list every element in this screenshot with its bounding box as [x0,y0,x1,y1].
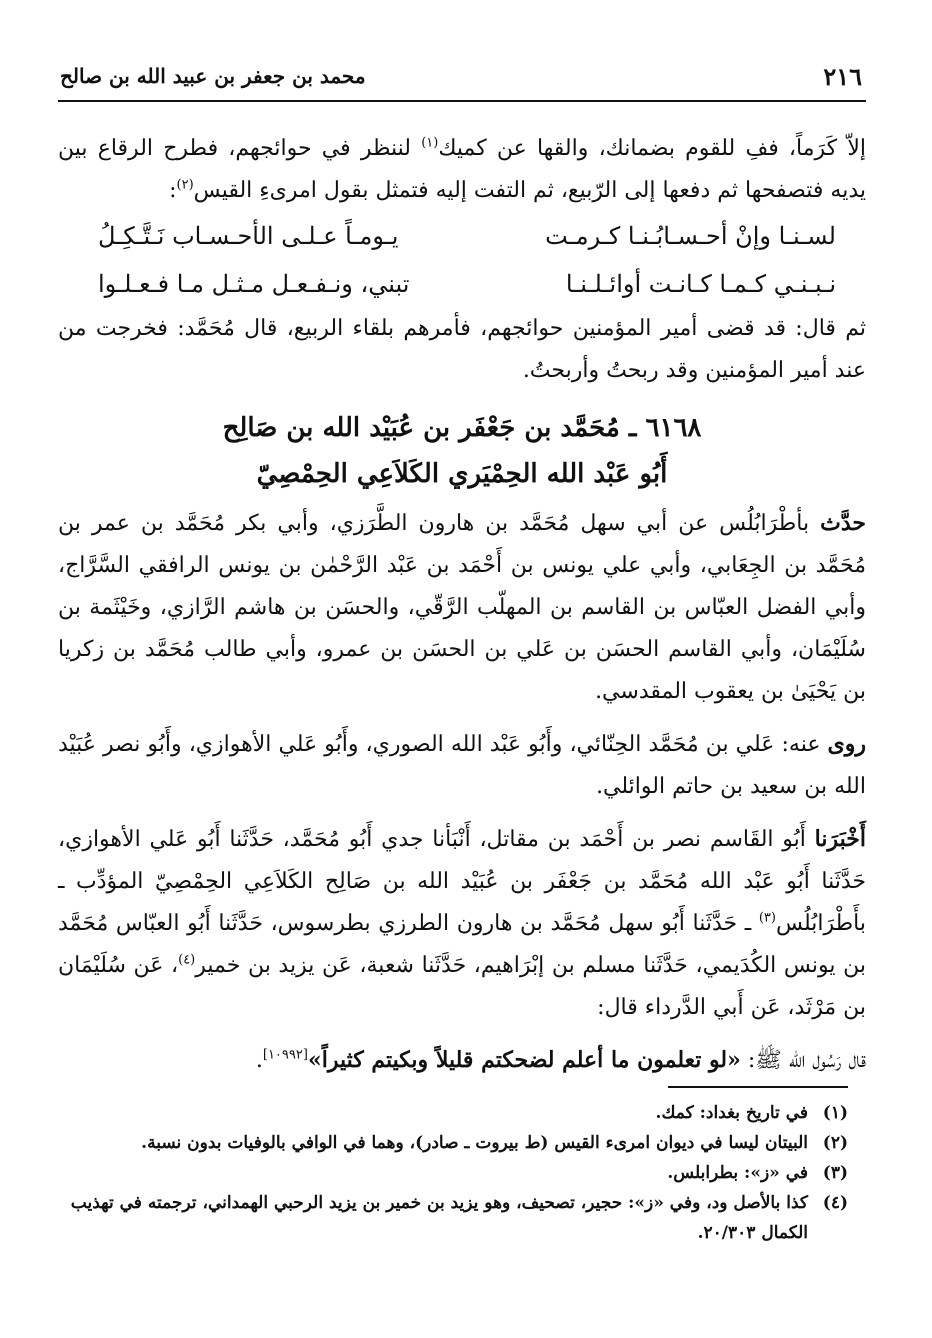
opening-text-3: يديه فتصفحها ثم دفعها إلى الرّبيع، ثم التفت إليه فتمثل بقول امرىءِ القيس [193,178,866,203]
paragraph-rawa [58,723,866,808]
footnote-text: في تاريخ بغداد: كمك. [655,1103,808,1123]
main-text [58,128,866,1082]
footnote [58,1158,848,1188]
entry-title: ٦١٦٨ ـ مُحَمَّد بن جَعْفَر بن عُبَيْد الله بن صَالِح [222,413,702,443]
opening-text-4: : [169,178,177,203]
footnotes [58,1098,848,1248]
hadith-text: «لو تعلمون ما أعلم لضحكتم قليلاً وبكيتم كثيراً» [307,1047,741,1073]
rawa-text: عنه: عَلي بن مُحَمَّد الحِنّائي، وأَبُو عَبْد الله الصوري، وأَبُو عَلي الأهوازي، وأَبُو نصر عُبَيْد الله بن سعيد بن حاتم الوائلي. [58,732,866,799]
akhbarana-keyword: أَخْبَرَنا [814,826,866,852]
paragraph-akhbarana [58,818,866,1029]
hadith-end: . [255,1048,263,1073]
verse-1-second-hemistich: يـومـاً عـلـى الأحـسـاب نَـتَّـكِـلُ [98,222,399,250]
footnote [58,1098,848,1128]
running-title: محمد بن جعفر بن عبيد الله بن صالح [60,64,366,88]
paragraph-hadith [58,1039,866,1082]
haddatha-keyword: حدَّث [820,510,866,536]
opening-text-1: إلاّ كَرَماً، ففِ للقوم بضمانك، والقها عن كميك [438,136,866,161]
page-number: ٢١٦ [823,62,862,91]
footnote-divider [668,1086,848,1088]
footnote-ref-4: (٤) [178,952,196,968]
akhbarana-text-2: ـ حَدَّثَنا أَبُو سهل مُحَمَّد بن هارون الطرزي بطرسوس، حَدَّثَنا أَبُو العبّاس مُحَمَّد بن يونس الكُدَيمي، حَدَّثَنا مسلم بن إبْرَاهيم، حَدَّثَنا شعبة، عَن يزيد بن خمير [58,911,866,978]
footnote-number: (٤) [822,1193,848,1213]
footnote-ref-1: (١) [421,135,439,151]
haddatha-text: بأطْرَابُلُس عن أبي سهل مُحَمَّد بن هارون الطَّرَزي، وأبي بكر مُحَمَّد بن عمر بن مُحَمَّد بن الجِعَابي، وأبي علي يونس بن أَحْمَد بن عَبْد الرَّحْمٰن بن يونس الرافقي السَّرَّاج، وأبي الفضل العبّاس بن القاسم بن المهلّب الرَّقّي، والحسَن بن هاشم الرَّازي، وخَيْثَمة بن سُلَيْمَان، وأبي القاسم الحسَن بن عَلي بن الحسَن بن عمرو، وأبي طالب مُحَمَّد بن زكريا بن يَحْيَىٰ بن يعقوب المقدسي. [58,511,866,704]
paragraph-haddatha [58,502,866,713]
hadith-reference: [١٠٩٩٢] [262,1047,308,1063]
footnote [58,1188,848,1248]
verse-line-1 [58,212,866,260]
page-header [60,62,862,94]
akhbarana-text-1: أَبُو القَاسم نصر بن أَحْمَد بن مقاتل، أَنْبَأنا جدي أَبُو مُحَمَّد، حَدَّثَنا أَبُو عَلي الأهوازي، حَدَّثَنا أَبُو عَبْد الله مُحَمَّد بن جَعْفَر بن عُبَيْد الله بن صَالِح الكَلاَعِي الحِمْصِيّ المؤدِّب ـ بأَطْرَابُلُس [58,827,866,936]
footnote-text: كذا بالأصل ود، وفي «ز»: حجير، تصحيف، وهو يزيد بن خمير بن يزيد الرحبي الهمداني، ترجمته في تهذيب الكمال ٢٠/٣٠٣. [70,1193,808,1243]
akhbarana-text-3: ، عَن سُلَيْمَان بن مَرْثَد، عَن أَبي الدَّرداء قال: [58,953,866,1020]
verse-2-first-hemistich: نـبـنـي كـمـا كـانـت أوائـلـنـا [565,270,836,298]
footnote-number: (٢) [822,1133,848,1153]
footnote-text: في «ز»: بطرابلس. [667,1163,808,1183]
opening-text-2: لننظر في حوائجهم، فطرح الرقاع بين [58,136,422,161]
footnote [58,1128,848,1158]
paragraph-opening [58,128,866,212]
hadith-intro: قال رَسُول الله ﷺ: [740,1048,866,1073]
header-divider [58,100,866,102]
footnote-ref-2: (٢) [176,177,194,193]
footnote-number: (١) [822,1103,848,1123]
verse-2-second-hemistich: تبني، ونـفـعـل مـثـل مـا فـعـلـوا [98,270,410,298]
verse-1-first-hemistich: لسـنـا وإنْ أحـسـابُـنـا كـرمـت [545,222,836,250]
footnote-text: البيتان ليسا في ديوان امرىء القيس (ط بيروت ـ صادر)، وهما في الوافي بالوفيات بدون نسبة. [141,1133,808,1153]
footnote-ref-3: (٣) [758,910,776,926]
paragraph-after-verse: ثم قال: قد قضى أمير المؤمنين حوائجهم، فأمرهم بلقاء الربيع، قال مُحَمَّد: فخرجت من عند أمير المؤمنين وقد ربحتُ وأربحتُ. [58,316,866,383]
verse-line-2 [58,260,866,308]
rawa-keyword: روى [827,731,866,757]
entry-kunya: أَبُو عَبْد الله الحِمْيَري الكَلاَعِي الحِمْصِيّ [256,459,668,489]
footnote-number: (٣) [822,1163,848,1183]
